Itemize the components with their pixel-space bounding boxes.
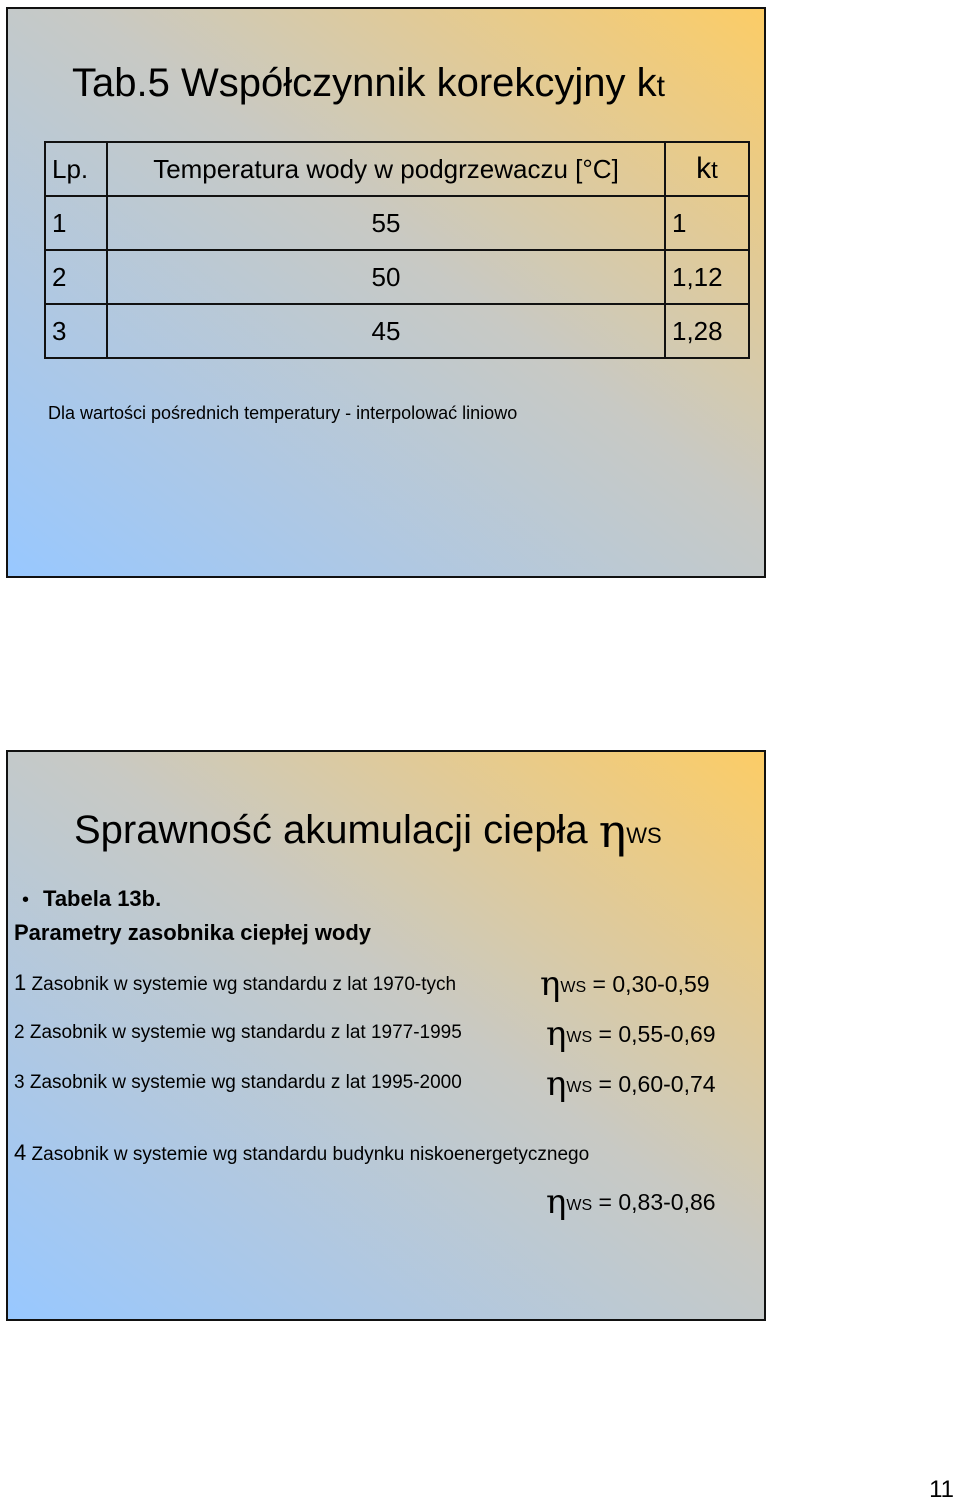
list-item bbox=[14, 970, 456, 996]
cell-lp: 1 bbox=[45, 196, 107, 250]
ws-subscript: WS bbox=[560, 979, 587, 996]
item-number: 1 bbox=[14, 970, 27, 995]
ws-subscript: WS bbox=[566, 1079, 593, 1096]
title-text: Tab.5 Współczynnik korekcyjny k bbox=[72, 61, 657, 105]
header-temperature: Temperatura wody w podgrzewaczu [°C] bbox=[107, 142, 665, 196]
bullet-text: Tabela 13b. bbox=[43, 886, 162, 911]
item-text: Zasobnik w systemie wg standardu z lat 1995-2000 bbox=[24, 1072, 462, 1093]
list-item bbox=[14, 1072, 462, 1094]
slide-storage-efficiency bbox=[6, 750, 766, 1321]
bullet-dot-icon: • bbox=[22, 889, 30, 911]
item-efficiency bbox=[546, 1182, 716, 1222]
parameters-heading: Parametry zasobnika ciepłej wody bbox=[14, 920, 372, 945]
ws-subscript: WS bbox=[566, 1197, 593, 1214]
cell-kt: 1 bbox=[665, 196, 749, 250]
item-efficiency bbox=[540, 964, 710, 1004]
table-row bbox=[45, 250, 749, 304]
header-kt-main: k bbox=[696, 152, 712, 185]
cell-temperature: 45 bbox=[107, 304, 665, 358]
table-header-row bbox=[45, 142, 749, 196]
title-text: Sprawność akumulacji ciepła bbox=[74, 808, 599, 852]
efficiency-value: = 0,83-0,86 bbox=[592, 1189, 716, 1215]
item-efficiency bbox=[546, 1014, 716, 1054]
bullet-item bbox=[22, 886, 161, 912]
list-item bbox=[14, 1140, 589, 1166]
correction-factor-table bbox=[44, 141, 750, 359]
page-number: 11 bbox=[929, 1476, 954, 1503]
table-row bbox=[45, 304, 749, 358]
title-subscript: t bbox=[656, 70, 665, 103]
item-number: 2 bbox=[14, 1022, 25, 1043]
header-kt-sub: t bbox=[711, 157, 718, 184]
eta-symbol: η bbox=[546, 1182, 567, 1222]
item-number: 3 bbox=[14, 1072, 25, 1093]
eta-symbol: η bbox=[598, 804, 627, 858]
slide-correction-factor bbox=[6, 7, 766, 578]
eta-symbol: η bbox=[546, 1014, 567, 1054]
list-item bbox=[14, 1022, 462, 1044]
header-kt bbox=[665, 142, 749, 196]
ws-subscript: WS bbox=[566, 1029, 593, 1046]
cell-kt: 1,12 bbox=[665, 250, 749, 304]
slide-title bbox=[72, 61, 665, 106]
cell-lp: 3 bbox=[45, 304, 107, 358]
item-number: 4 bbox=[14, 1140, 27, 1165]
item-efficiency bbox=[546, 1064, 716, 1104]
cell-lp: 2 bbox=[45, 250, 107, 304]
efficiency-value: = 0,30-0,59 bbox=[586, 971, 710, 997]
interpolation-note: Dla wartości pośrednich temperatury - interpolować liniowo bbox=[48, 403, 518, 423]
cell-temperature: 55 bbox=[107, 196, 665, 250]
item-text: Zasobnik w systemie wg standardu budynku niskoenergetycznego bbox=[26, 1144, 590, 1165]
eta-symbol: η bbox=[540, 964, 561, 1004]
efficiency-value: = 0,55-0,69 bbox=[592, 1021, 716, 1047]
table-row bbox=[45, 196, 749, 250]
cell-temperature: 50 bbox=[107, 250, 665, 304]
eta-symbol: η bbox=[546, 1064, 567, 1104]
cell-kt: 1,28 bbox=[665, 304, 749, 358]
ws-subscript: WS bbox=[626, 823, 662, 848]
item-text: Zasobnik w systemie wg standardu z lat 1970-tych bbox=[26, 974, 457, 995]
header-lp: Lp. bbox=[45, 142, 107, 196]
item-text: Zasobnik w systemie wg standardu z lat 1977-1995 bbox=[24, 1022, 462, 1043]
slide-title bbox=[74, 804, 662, 858]
efficiency-value: = 0,60-0,74 bbox=[592, 1071, 716, 1097]
